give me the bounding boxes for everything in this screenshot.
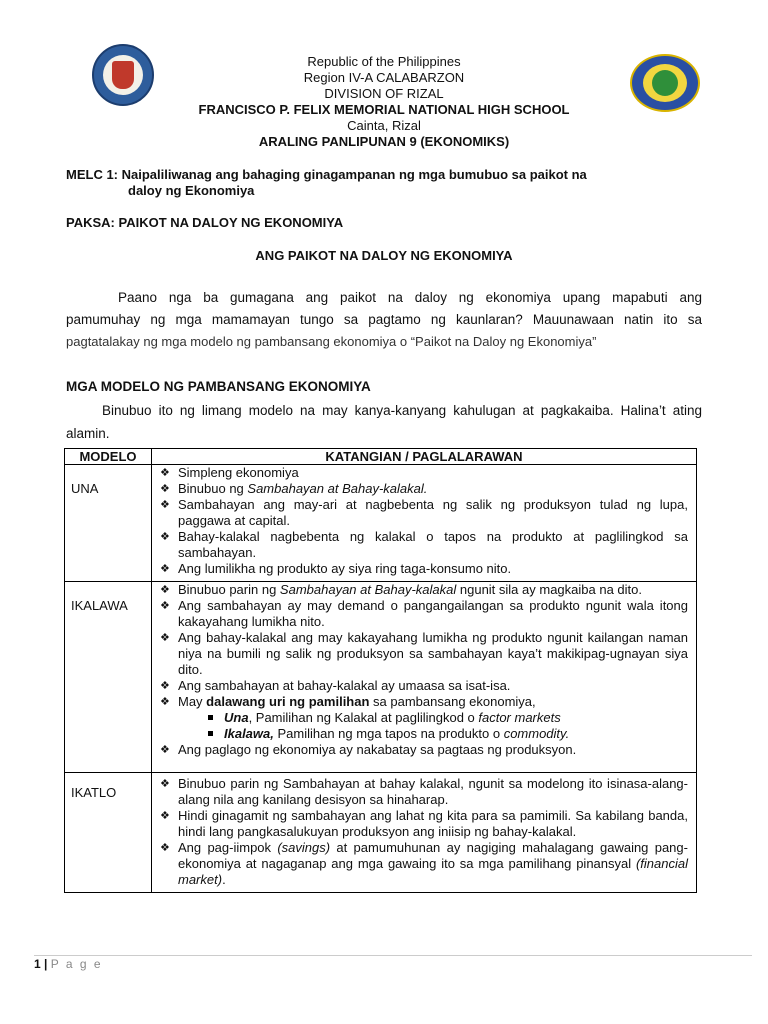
table-row-ikalawa bbox=[65, 582, 697, 773]
models-intro-line-1: Binubuo ito ng limang modelo na may kanya-kanyang kahulugan at pagkakaiba. Halina’t ating bbox=[102, 403, 702, 418]
table-header-row bbox=[65, 449, 697, 465]
model-name-una: UNA bbox=[65, 465, 152, 582]
school-name: FRANCISCO P. FELIX MEMORIAL NATIONAL HIGH SCHOOL bbox=[198, 102, 570, 117]
models-intro-line-2: alamin. bbox=[66, 426, 110, 441]
list-item: ❖ Ang paglago ng ekonomiya ay nakabatay sa pagtaas ng produksyon. bbox=[160, 742, 577, 757]
list-item: ❖ Ang pag-iimpok (savings) at pamumuhunan ay nagiging mahalagang gawaing pang-ekonomiya at nagaganap ang mga gawaing ito sa mga pamilihang pinansyal (financial market). bbox=[160, 840, 688, 887]
page-word: P a g e bbox=[50, 957, 103, 971]
intro-line-1: Paano nga ba gumagana ang paikot na daloy ng ekonomiya upang mapabuti ang bbox=[118, 290, 702, 305]
footer-divider bbox=[34, 955, 752, 956]
diamond-bullet-icon: ❖ bbox=[160, 563, 170, 575]
diamond-bullet-icon: ❖ bbox=[160, 584, 170, 596]
list-item: ❖ Bahay-kalakal nagbebenta ng kalakal o tapos na produkto at paglilingkod sa sambahayan. bbox=[160, 529, 688, 560]
model-desc-ikatlo bbox=[152, 773, 697, 893]
list-item: ❖ Simpleng ekonomiya bbox=[160, 465, 299, 480]
table-row-ikatlo bbox=[65, 773, 697, 893]
model-name-ikatlo: IKATLO bbox=[65, 773, 152, 893]
list-item: Una, Pamilihan ng Kalakal at paglilingkod o factor markets bbox=[208, 710, 688, 726]
col-header-modelo: MODELO bbox=[65, 449, 152, 465]
intro-line-2: pamumuhay ng mga mamamayan tungo sa pagtamo ng kaunlaran? Mauunawaan natin ito sa bbox=[66, 312, 702, 327]
diamond-bullet-icon: ❖ bbox=[160, 680, 170, 692]
diamond-bullet-icon: ❖ bbox=[160, 744, 170, 756]
list-item: ❖ Ang sambahayan ay may demand o pangangailangan sa produkto ngunit wala itong kakayahang lumikha nito. bbox=[160, 598, 688, 629]
square-bullet-icon bbox=[208, 731, 213, 736]
melc-line-1: MELC 1: Naipaliliwanag ang bahaging ginagampanan ng mga bumubuo sa paikot na bbox=[66, 167, 587, 182]
model-desc-una bbox=[152, 465, 697, 582]
table-row-una bbox=[65, 465, 697, 582]
list-item: ❖ Ang bahay-kalakal ang may kakayahang lumikha ng produkto ngunit kailangan naman niya na bumili ng salik ng produksyon sa sambahayan kaya’t makikipag-ugnayan siya dito. bbox=[160, 630, 688, 677]
header-line-region: Region IV-A CALABARZON bbox=[303, 70, 465, 85]
diamond-bullet-icon: ❖ bbox=[160, 499, 170, 511]
diamond-bullet-icon: ❖ bbox=[160, 696, 170, 708]
models-table bbox=[64, 448, 697, 893]
diamond-bullet-icon: ❖ bbox=[160, 600, 170, 612]
paksa-heading: PAKSA: PAIKOT NA DALOY NG EKONOMIYA bbox=[66, 215, 344, 230]
diamond-bullet-icon: ❖ bbox=[160, 531, 170, 543]
square-bullet-icon bbox=[208, 715, 213, 720]
page-footer: 1 | P a g e bbox=[34, 957, 103, 971]
melc-line-2: daloy ng Ekonomiya bbox=[128, 183, 255, 198]
list-item: ❖ Hindi ginagamit ng sambahayan ang lahat ng kita para sa pamimili. Sa kabilang banda, hindi lang pangkasalukuyan produksyon ang iniisip ng bahay-kalakal. bbox=[160, 808, 688, 839]
intro-line-3: pagtatalakay ng mga modelo ng pambansang ekonomiya o “Paikot na Daloy ng Ekonomiya” bbox=[66, 334, 597, 349]
list-item: ❖ Binubuo parin ng Sambahayan at bahay kalakal, ngunit sa modelong ito isinasa-alang-alang nila ang kanilang desisyon sa hinaharap. bbox=[160, 776, 688, 807]
list-item: ❖ Ang lumilikha ng produkto ay siya ring taga-konsumo nito. bbox=[160, 561, 512, 576]
diamond-bullet-icon: ❖ bbox=[160, 467, 170, 479]
list-item: Ikalawa, Pamilihan ng mga tapos na produkto o commodity. bbox=[208, 726, 688, 742]
diamond-bullet-icon: ❖ bbox=[160, 810, 170, 822]
subject-title: ARALING PANLIPUNAN 9 (EKONOMIKS) bbox=[258, 134, 510, 149]
diamond-bullet-icon: ❖ bbox=[160, 632, 170, 644]
page-number: 1 bbox=[34, 957, 41, 971]
diamond-bullet-icon: ❖ bbox=[160, 483, 170, 495]
list-item: ❖ Binubuo parin ng Sambahayan at Bahay-kalakal ngunit sila ay magkaiba na dito. bbox=[160, 582, 642, 597]
list-item: ❖ May dalawang uri ng pamilihan sa pambansang ekonomiya, bbox=[160, 694, 536, 709]
list-item: ❖ Binubuo ng Sambahayan at Bahay-kalakal. bbox=[160, 481, 428, 496]
models-heading: MGA MODELO NG PAMBANSANG EKONOMIYA bbox=[66, 379, 371, 394]
col-header-katangian: KATANGIAN / PAGLALARAWAN bbox=[152, 449, 697, 465]
diamond-bullet-icon: ❖ bbox=[160, 842, 170, 854]
list-item: ❖ Sambahayan ang may-ari at nagbebenta ng salik ng produksyon tulad ng lupa, paggawa at capital. bbox=[160, 497, 688, 528]
model-desc-ikalawa bbox=[152, 582, 697, 773]
header-line-division: DIVISION OF RIZAL bbox=[324, 86, 444, 101]
list-item: ❖ Ang sambahayan at bahay-kalakal ay umaasa sa isat-isa. bbox=[160, 678, 511, 693]
model-name-ikalawa: IKALAWA bbox=[65, 582, 152, 773]
main-title: ANG PAIKOT NA DALOY NG EKONOMIYA bbox=[255, 248, 513, 263]
school-location: Cainta, Rizal bbox=[347, 118, 421, 133]
header-line-republic: Republic of the Philippines bbox=[307, 54, 461, 69]
diamond-bullet-icon: ❖ bbox=[160, 778, 170, 790]
